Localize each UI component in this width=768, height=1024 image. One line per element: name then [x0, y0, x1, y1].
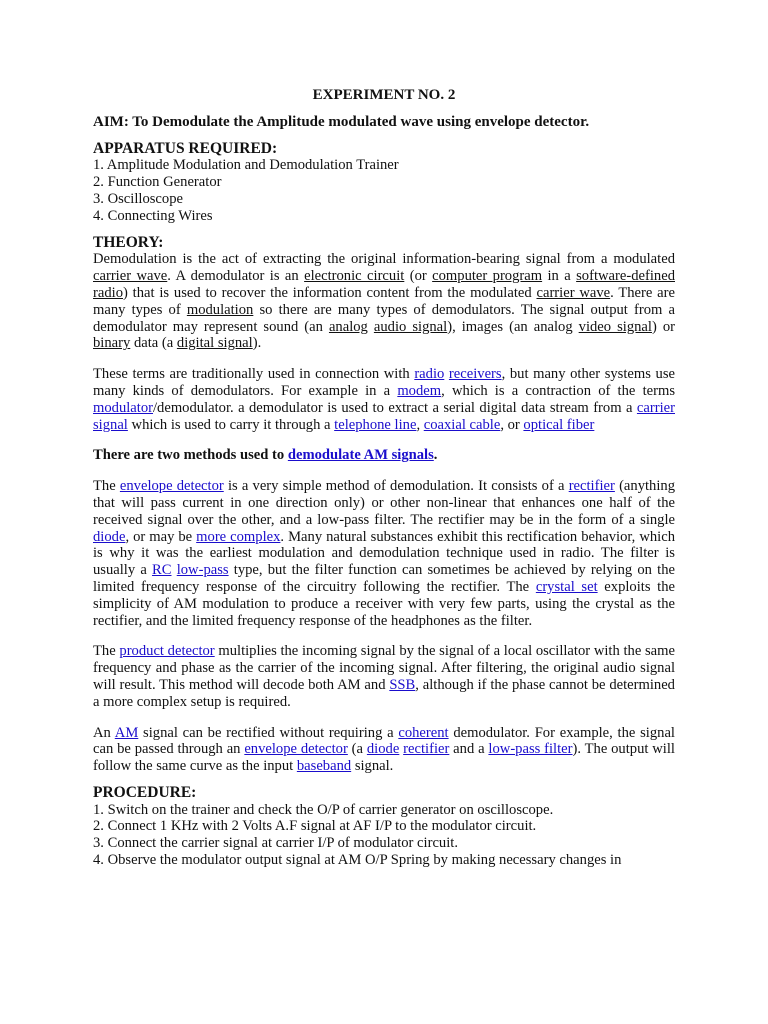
- text-run: so there are many types of demodulators. The signal output from a demodulator may represent sound (an: [93, 301, 675, 335]
- text-run: , or: [500, 416, 524, 433]
- procedure-list: [93, 802, 675, 869]
- list-item: 1. Amplitude Modulation and Demodulation Trainer: [93, 157, 399, 174]
- underlined-term: audio signal: [373, 318, 448, 335]
- text-run: The: [93, 478, 120, 495]
- experiment-title: EXPERIMENT NO. 2: [312, 87, 456, 103]
- list-item: 2. Connect 1 KHz with 2 Volts A.F signal at AF I/P to the modulator circuit.: [93, 818, 537, 835]
- text-run: exploits the simplicity of AM modulation to produce a receiver with very few parts, using the crystal as the rectifier, and the limited frequency response of the headphones as the filter.: [93, 578, 675, 629]
- theory-paragraph-am: [93, 725, 675, 775]
- hyperlink[interactable]: coaxial cable: [423, 416, 501, 433]
- text-run: , or may be: [125, 528, 197, 545]
- hyperlink[interactable]: envelope detector: [244, 741, 348, 758]
- text-run: , but many other systems use many kinds of demodulators. For example in a: [93, 366, 675, 399]
- methods-statement: [93, 447, 675, 464]
- theory-paragraph-1: [93, 251, 675, 352]
- theory-paragraph-2: [93, 366, 675, 433]
- text-run: type, but the filter function can sometimes be achieved by relying on the limited frequency response of the circuitry following the rectifier. The: [93, 562, 675, 595]
- text-run: in a: [542, 268, 577, 285]
- hyperlink[interactable]: demodulate AM signals: [287, 447, 434, 464]
- text-run: (or: [404, 268, 433, 285]
- underlined-term: computer program: [432, 268, 543, 285]
- text-run: , although if the phase cannot be determined a more complex setup is required.: [93, 676, 675, 710]
- text-run: /demodulator. a demodulator is used to extract a serial digital data stream from a: [153, 399, 637, 416]
- apparatus-list: [93, 157, 675, 224]
- list-item: 3. Oscilloscope: [93, 190, 183, 207]
- text-run: . Many natural substances exhibit this rectification behavior, which is why it was the earliest modulation and demodulation technique used in radio. The filter is usually a: [93, 528, 675, 579]
- underlined-term: carrier wave: [536, 284, 611, 301]
- text-run: demodulator. For example, the signal can be passed through an: [93, 724, 675, 758]
- theory-paragraph-product: [93, 643, 675, 710]
- text-run: ). The output will follow the same curve as the input: [93, 741, 675, 775]
- theory-paragraph-envelope: [93, 478, 675, 629]
- text-run: and a: [449, 741, 489, 758]
- hyperlink[interactable]: baseband: [296, 758, 352, 775]
- hyperlink[interactable]: diode: [93, 528, 126, 545]
- procedure-heading: PROCEDURE:: [93, 783, 197, 801]
- hyperlink[interactable]: low-pass: [176, 562, 229, 579]
- list-item: 1. Switch on the trainer and check the O/P of carrier generator on oscilloscope.: [93, 801, 554, 818]
- underlined-term: binary: [93, 335, 131, 352]
- text-run: signal can be rectified without requiring a: [138, 724, 399, 741]
- text-run: , which is a contraction of the terms: [441, 382, 675, 399]
- text-run: ) that is used to recover the information content from the modulated: [123, 284, 537, 301]
- text-run: These terms are traditionally used in connection with: [93, 366, 415, 383]
- underlined-term: digital signal: [176, 335, 253, 352]
- hyperlink[interactable]: diode: [366, 741, 400, 758]
- underlined-term: video signal: [578, 318, 652, 335]
- hyperlink[interactable]: low-pass filter: [488, 741, 573, 758]
- list-item: 2. Function Generator: [93, 174, 222, 191]
- text-run: .: [433, 447, 438, 464]
- underlined-term: carrier wave: [93, 268, 168, 285]
- text-run: ), images (an analog: [447, 318, 579, 335]
- hyperlink[interactable]: rectifier: [568, 478, 615, 495]
- hyperlink[interactable]: telephone line: [334, 416, 417, 433]
- text-run: (a: [347, 741, 367, 758]
- list-item: 4. Connecting Wires: [93, 207, 213, 224]
- hyperlink[interactable]: optical fiber: [523, 416, 595, 433]
- hyperlink[interactable]: SSB: [389, 676, 416, 693]
- hyperlink[interactable]: product detector: [119, 643, 215, 660]
- underlined-term: electronic circuit: [304, 268, 405, 285]
- list-item: 3. Connect the carrier signal at carrier I/P of modulator circuit.: [93, 835, 458, 852]
- text-run: There are two methods used to: [93, 447, 288, 464]
- hyperlink[interactable]: more complex: [196, 528, 281, 545]
- text-run: . A demodulator is an: [167, 268, 305, 285]
- hyperlink[interactable]: modulator: [93, 399, 153, 416]
- underlined-term: modulation: [186, 301, 254, 318]
- hyperlink[interactable]: AM: [114, 724, 139, 741]
- text-run: multiplies the incoming signal by the signal of a local oscillator with the same frequency and phase as the carrier of the incoming signal. After filtering, the original audio signal will result. This method will decode both AM and: [93, 643, 675, 693]
- hyperlink[interactable]: coherent: [398, 724, 449, 741]
- hyperlink[interactable]: carrier signal: [93, 399, 675, 433]
- text-run: (anything that will pass current in one direction only) or other non-linear that enhances one half of the received signal over the other, and a low-pass filter. The rectifier may be in the form of a single: [93, 478, 675, 528]
- aim-statement: AIM: To Demodulate the Amplitude modulated wave using envelope detector.: [93, 113, 590, 130]
- text-run: ).: [252, 335, 262, 352]
- list-item: 4. Observe the modulator output signal at AM O/P Spring by making necessary changes in: [93, 852, 622, 869]
- theory-heading: THEORY:: [93, 233, 164, 251]
- underlined-term: software-defined radio: [93, 268, 675, 301]
- underlined-term: analog: [328, 318, 368, 335]
- hyperlink[interactable]: crystal set: [535, 578, 598, 595]
- text-run: which is used to carry it through a: [127, 416, 335, 433]
- apparatus-heading: APPARATUS REQUIRED:: [93, 139, 278, 157]
- text-run: signal.: [351, 758, 394, 775]
- document-body: [93, 87, 675, 869]
- hyperlink[interactable]: modem: [397, 382, 442, 399]
- text-run: ) or: [651, 318, 676, 335]
- hyperlink[interactable]: envelope detector: [119, 478, 224, 495]
- hyperlink[interactable]: rectifier: [403, 741, 450, 758]
- text-run: An: [93, 724, 115, 741]
- text-run: . There are many types of: [93, 284, 675, 318]
- text-run: ,: [416, 416, 424, 433]
- text-run: data (a: [130, 335, 177, 352]
- text-run: Demodulation is the act of extracting the original information-bearing signal from a modulated: [93, 251, 675, 268]
- hyperlink[interactable]: RC: [152, 562, 172, 579]
- hyperlink[interactable]: receivers: [448, 366, 502, 383]
- hyperlink[interactable]: radio: [414, 366, 445, 383]
- text-run: The: [93, 643, 120, 660]
- text-run: is a very simple method of demodulation. It consists of a: [223, 478, 569, 495]
